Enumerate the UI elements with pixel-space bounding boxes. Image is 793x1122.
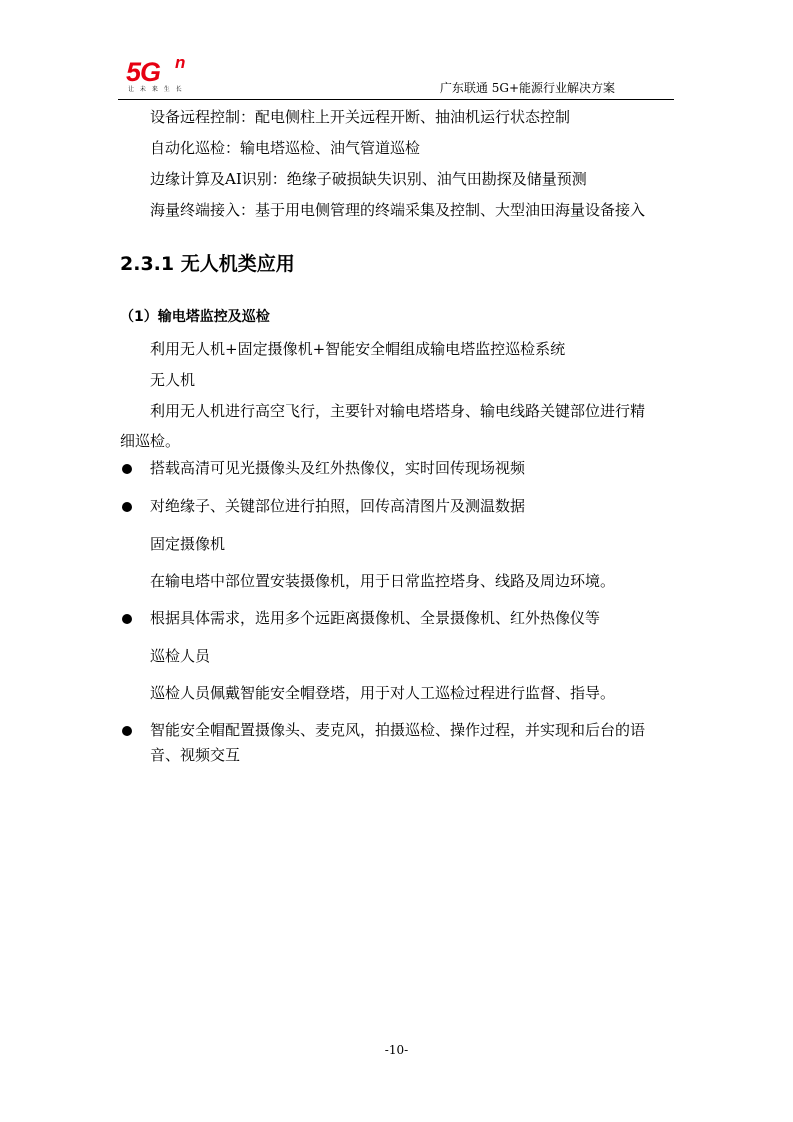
inspector-title: 巡检人员 bbox=[150, 647, 211, 665]
intro-line: 边缘计算及AI识别：绝缘子破损缺失识别、油气田勘探及储量预测 bbox=[150, 170, 587, 188]
bullet-dot bbox=[122, 726, 132, 736]
inspector-bullet-cont: 音、视频交互 bbox=[150, 746, 241, 764]
drone-bullet: 对绝缘子、关键部位进行拍照，回传高清图片及测温数据 bbox=[150, 497, 526, 515]
logo-tagline: 让 未 来 生 长 bbox=[128, 86, 184, 93]
inspector-bullet: 智能安全帽配置摄像头、麦克风，拍摄巡检、操作过程，并实现和后台的语 bbox=[150, 721, 646, 739]
drone-title: 无人机 bbox=[150, 371, 196, 389]
page-number: -10- bbox=[384, 1043, 409, 1057]
drone-description: 利用无人机进行高空飞行，主要针对输电塔塔身、输电线路关键部位进行精 bbox=[150, 402, 646, 420]
bullet-dot bbox=[122, 464, 132, 474]
drone-bullet: 搭载高清可见光摄像头及红外热像仪，实时回传现场视频 bbox=[150, 459, 526, 477]
section-heading: 2.3.1 无人机类应用 bbox=[120, 253, 295, 275]
logo-superscript: n bbox=[175, 53, 186, 72]
camera-title: 固定摄像机 bbox=[150, 535, 226, 553]
subsection-heading: （1）输电塔监控及巡检 bbox=[120, 309, 270, 325]
intro-line: 设备远程控制：配电侧柱上开关远程开断、抽油机运行状态控制 bbox=[150, 108, 571, 126]
logo-5gn bbox=[124, 54, 204, 100]
camera-bullet: 根据具体需求，选用多个远距离摄像机、全景摄像机、红外热像仪等 bbox=[150, 609, 601, 627]
drone-description-cont: 细巡检。 bbox=[120, 432, 181, 450]
camera-description: 在输电塔中部位置安装摄像机，用于日常监控塔身、线路及周边环境。 bbox=[150, 572, 616, 590]
bullet-dot bbox=[122, 614, 132, 624]
header-divider bbox=[118, 99, 674, 100]
system-description: 利用无人机+固定摄像机+智能安全帽组成输电塔监控巡检系统 bbox=[150, 340, 566, 358]
bullet-dot bbox=[122, 502, 132, 512]
intro-line: 海量终端接入：基于用电侧管理的终端采集及控制、大型油田海量设备接入 bbox=[150, 201, 646, 219]
logo-text: 5G bbox=[126, 57, 161, 87]
header-title: 广东联通 5G+能源行业解决方案 bbox=[439, 81, 615, 95]
inspector-description: 巡检人员佩戴智能安全帽登塔，用于对人工巡检过程进行监督、指导。 bbox=[150, 684, 616, 702]
intro-line: 自动化巡检：输电塔巡检、油气管道巡检 bbox=[150, 139, 421, 157]
